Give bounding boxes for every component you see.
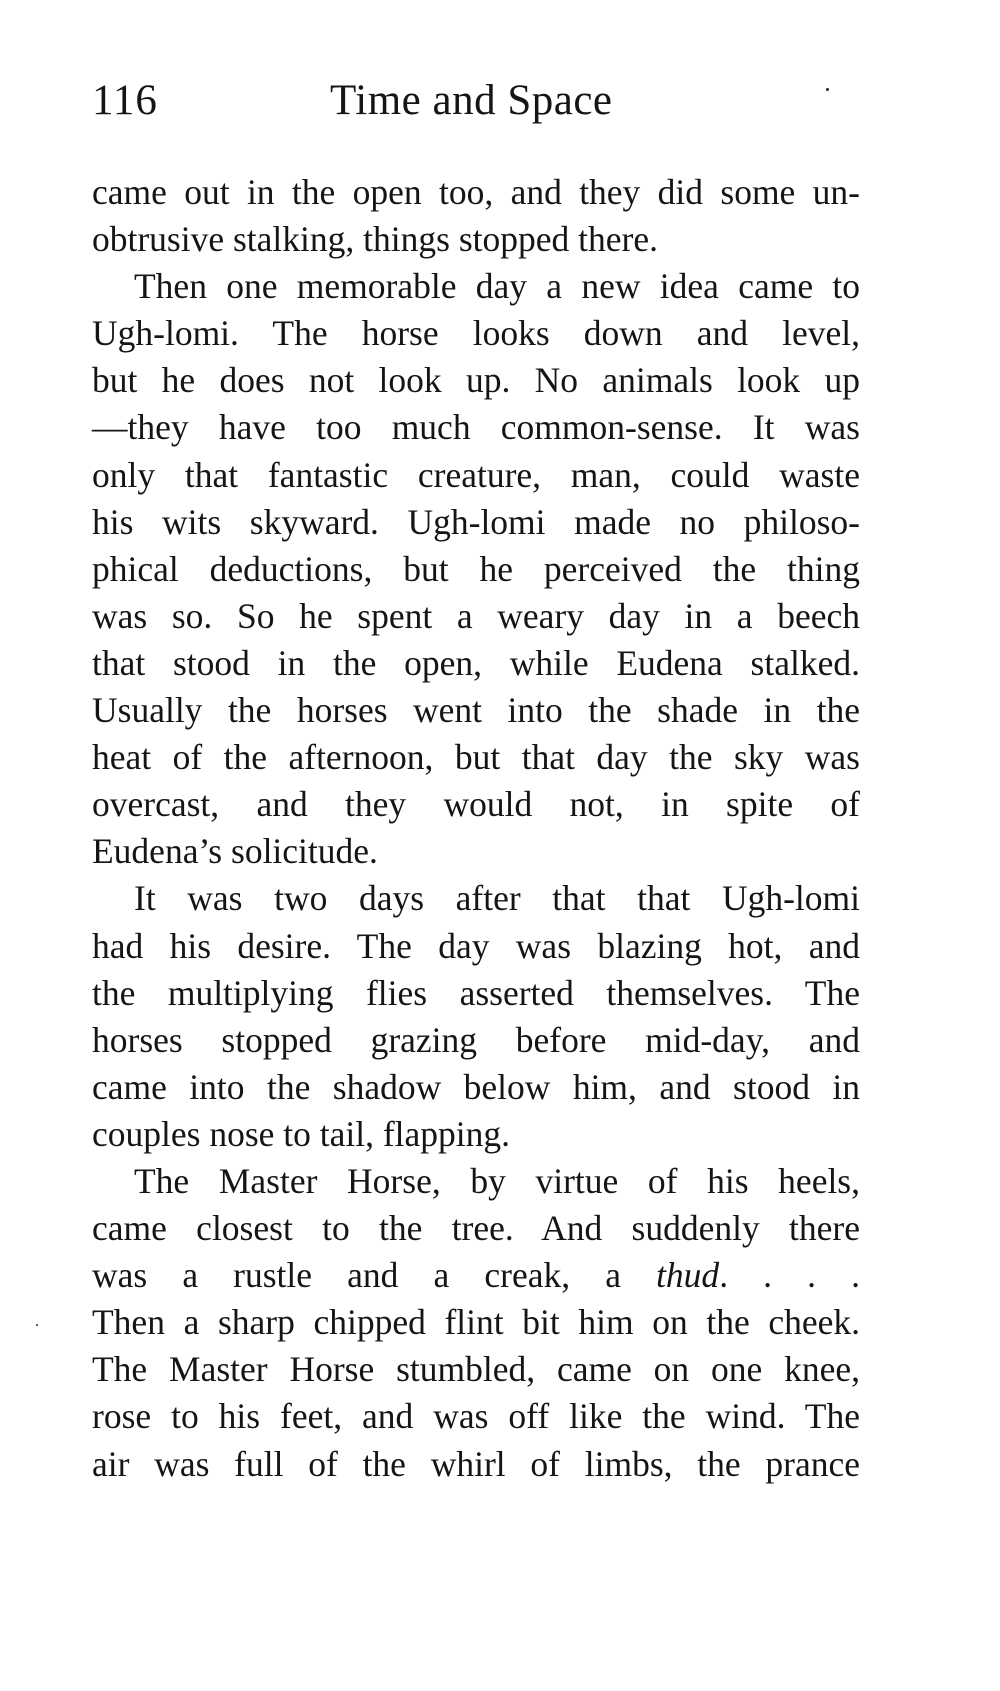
text-line: Ugh-lomi. The horse looks down and level, xyxy=(92,313,860,354)
text-line: rose to his feet, and was off like the wind. The xyxy=(92,1396,860,1437)
text-line: that stood in the open, while Eudena stalked. xyxy=(92,642,860,683)
print-speck xyxy=(36,1324,38,1326)
text-line: overcast, and they would not, in spite of xyxy=(92,784,860,825)
print-speck xyxy=(826,88,829,91)
text-line: Usually the horses went into the shade in the xyxy=(92,690,860,731)
page-number: 116 xyxy=(92,77,158,124)
text-line: came closest to the tree. And suddenly there xyxy=(92,1208,860,1249)
body-text xyxy=(92,169,860,1488)
text-line: but he does not look up. No animals look up xyxy=(92,360,860,401)
paragraph-first-line: Then one memorable day a new idea came to xyxy=(134,266,860,307)
text-line: came into the shadow below him, and stood in xyxy=(92,1066,860,1107)
text-line: the multiplying flies asserted themselves. The xyxy=(92,972,860,1013)
text-line: phical deductions, but he perceived the thing xyxy=(92,548,860,589)
text-line: The Master Horse stumbled, came on one knee, xyxy=(92,1349,860,1390)
text-line: air was full of the whirl of limbs, the prance xyxy=(92,1443,860,1484)
text-line: came out in the open too, and they did some un- xyxy=(92,172,860,212)
page-header xyxy=(92,76,922,136)
text-line: only that fantastic creature, man, could waste xyxy=(92,454,860,495)
paragraph-first-line: It was two days after that that Ugh-lomi xyxy=(134,878,860,919)
text-line: Eudena’s solicitude. xyxy=(92,831,378,872)
text-line: heat of the afternoon, but that day the sky was xyxy=(92,737,860,778)
text-line: horses stopped grazing before mid-day, and xyxy=(92,1019,860,1060)
text-line: was so. So he spent a weary day in a beech xyxy=(92,595,860,636)
text-line-with-italic xyxy=(92,1252,860,1299)
text-line: his wits skyward. Ugh-lomi made no philoso- xyxy=(92,501,860,542)
line-segment: was a rustle and a creak, a xyxy=(92,1255,657,1296)
text-line: had his desire. The day was blazing hot, and xyxy=(92,925,860,966)
text-line: couples nose to tail, flapping. xyxy=(92,1113,511,1154)
running-head: Time and Space xyxy=(330,77,613,124)
paragraph-first-line: The Master Horse, by virtue of his heels, xyxy=(134,1160,860,1201)
text-line: obtrusive stalking, things stopped there. xyxy=(92,219,658,260)
ellipsis: . . . . xyxy=(719,1255,861,1296)
text-line: Then a sharp chipped flint bit him on the cheek. xyxy=(92,1302,860,1343)
italic-word: thud xyxy=(656,1255,720,1296)
text-line: —they have too much common-sense. It was xyxy=(92,407,860,448)
